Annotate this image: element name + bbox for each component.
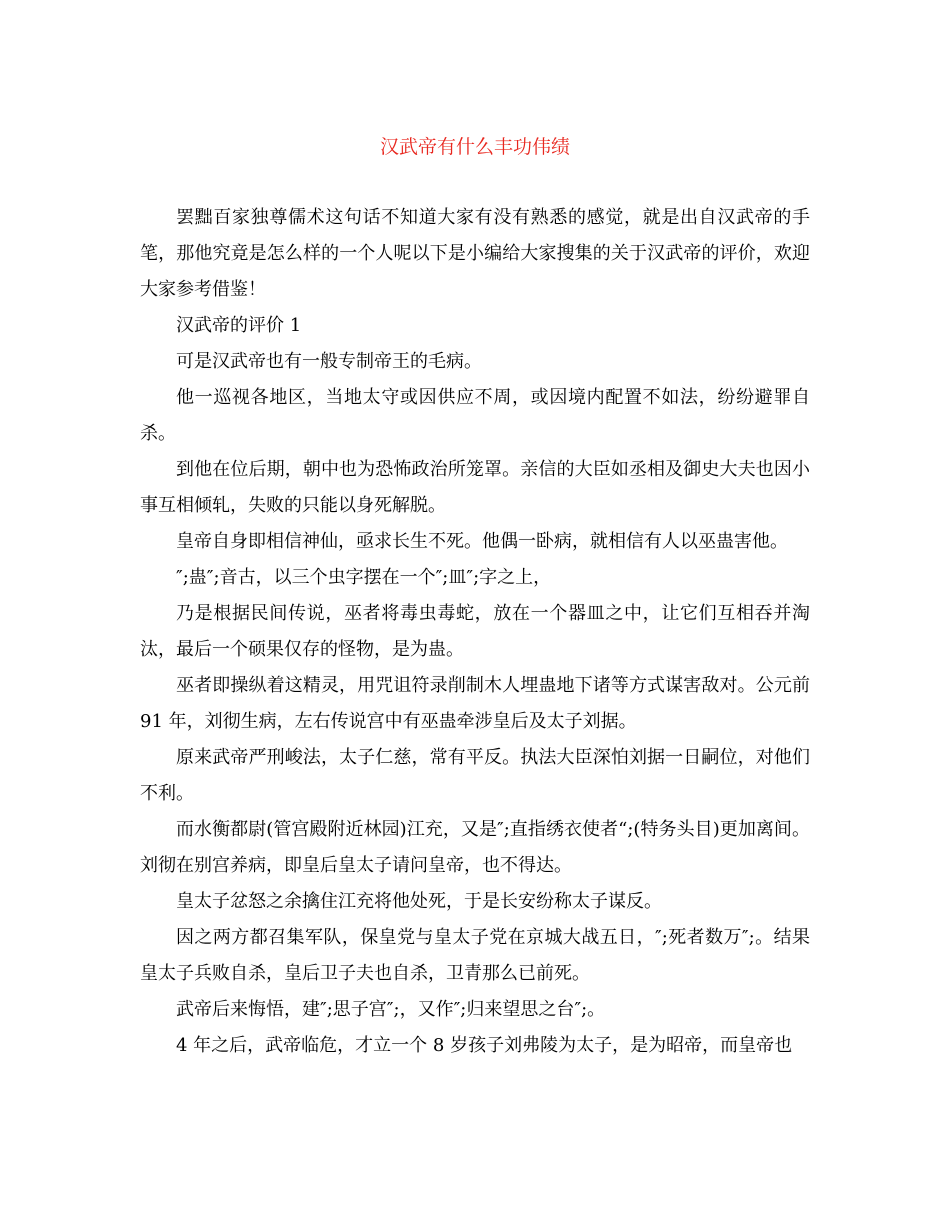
paragraph: 武帝后来悔悟，建″;思子宫″;，又作″;归来望思之台″;。: [176, 999, 606, 1020]
paragraph: 可是汉武帝也有一般专制帝王的毛病。: [176, 351, 482, 372]
section-heading: 汉武帝的评价 1: [176, 315, 302, 336]
paragraph: 原来武帝严刑峻法，太子仁慈，常有平反。执法大臣深怕刘据一日嗣位，对他们不利。: [140, 747, 810, 804]
paragraph: 他一巡视各地区，当地太守或因供应不周，或因境内配置不如法，纷纷避罪自杀。: [140, 387, 810, 444]
paragraph: 因之两方都召集军队，保皇党与皇太子党在京城大战五日，″;死者数万″;。结果皇太子兵败自杀，皇后卫子夫也自杀，卫青那么已前死。: [140, 927, 810, 984]
paragraph: ″;蛊″;音古，以三个虫字摆在一个″;皿″;字之上，: [176, 567, 552, 588]
paragraph: 皇帝自身即相信神仙，亟求长生不死。他偶一卧病，就相信有人以巫蛊害他。: [176, 531, 788, 552]
paragraph-intro: 罢黜百家独尊儒术这句话不知道大家有没有熟悉的感觉，就是出自汉武帝的手笔，那他究竟是怎么样的一个人呢以下是小编给大家搜集的关于汉武帝的评价，欢迎大家参考借鉴！: [140, 207, 810, 300]
document-body: [140, 200, 810, 1064]
paragraph: 而水衡都尉(管宫殿附近林园)江充，又是″;直指绣衣使者“;(特务头目)更加离间。刘彻在别宫养病，即皇后皇太子请问皇帝，也不得达。: [140, 819, 810, 876]
document-title: 汉武帝有什么丰功伟绩: [379, 136, 570, 158]
paragraph: 乃是根据民间传说，巫者将毒虫毒蛇，放在一个器皿之中，让它们互相吞并淘汰，最后一个硕果仅存的怪物，是为蛊。: [140, 603, 810, 660]
paragraph: 到他在位后期，朝中也为恐怖政治所笼罩。亲信的大臣如丞相及御史大夫也因小事互相倾轧，失败的只能以身死解脱。: [140, 459, 810, 516]
paragraph: 皇太子忿怒之余擒住江充将他处死，于是长安纷称太子谋反。: [176, 891, 662, 912]
paragraph: 4 年之后，武帝临危，才立一个 8 岁孩子刘弗陵为太子，是为昭帝，而皇帝也: [176, 1035, 793, 1056]
paragraph: 巫者即操纵着这精灵，用咒诅符录削制木人埋蛊地下诸等方式谋害敌对。公元前 91 年，刘彻生病，左右传说宫中有巫蛊牵涉皇后及太子刘据。: [140, 675, 810, 732]
